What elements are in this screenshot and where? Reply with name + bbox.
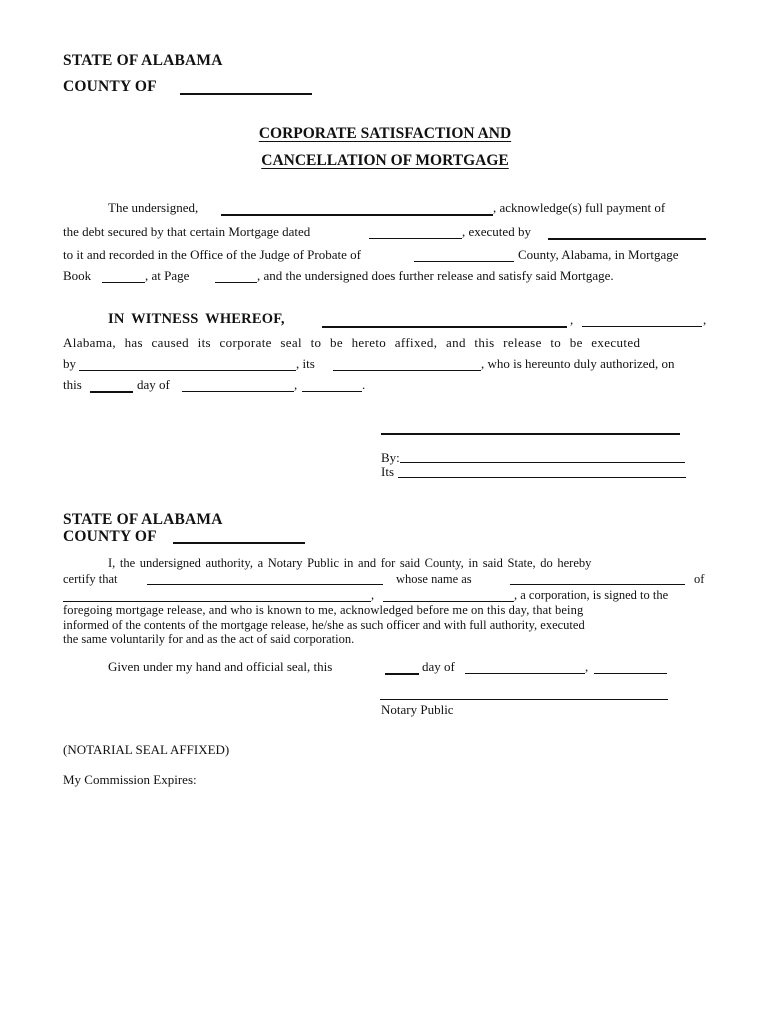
page-blank[interactable] <box>215 282 257 283</box>
by-label: by <box>63 356 76 371</box>
signature-its-blank[interactable] <box>398 477 686 478</box>
its-title-blank[interactable] <box>333 370 481 371</box>
signature-by-label: By: <box>381 450 400 465</box>
notary-public-label: Notary Public <box>381 702 454 717</box>
signature-line[interactable] <box>381 433 680 435</box>
corporation-county-blank[interactable] <box>383 601 514 602</box>
witness-year-blank[interactable] <box>302 391 362 392</box>
notary-line6: the same voluntarily for and as the act of said corporation. <box>63 632 355 646</box>
county-label: COUNTY OF <box>63 78 157 95</box>
authorized-text: , who is hereunto duly authorized, on <box>481 356 675 371</box>
certify-label: certify that <box>63 572 118 586</box>
notary-line1 <box>108 556 707 571</box>
whose-name-label: whose name as <box>396 572 472 586</box>
notary-county-blank[interactable] <box>173 542 305 544</box>
notary-line4: foregoing mortgage release, and who is known to me, acknowledged before me on this day, that being <box>63 603 584 617</box>
notary-month-blank[interactable] <box>465 673 585 674</box>
county-blank[interactable] <box>180 93 312 95</box>
witness-period: . <box>362 377 366 392</box>
witness-day-blank[interactable] <box>90 391 133 393</box>
of-label: of <box>694 572 705 586</box>
county-alabama-text: County, Alabama, in Mortgage <box>518 247 679 262</box>
officer-title-blank[interactable] <box>510 584 685 585</box>
witness-comma-2: , <box>703 312 707 327</box>
corporation-name-blank[interactable] <box>63 601 371 602</box>
probate-county-blank[interactable] <box>414 261 514 262</box>
corp-signed-text: , a corporation, is signed to the <box>514 588 669 602</box>
book-blank[interactable] <box>102 282 145 283</box>
notary-line5: informed of the contents of the mortgage release, he/she as such officer and with full authority, executed <box>63 618 585 632</box>
undersigned-label: The undersigned, <box>108 200 199 215</box>
this-label: this <box>63 377 82 392</box>
page-label: , at Page <box>145 268 190 283</box>
witness-date-sep: , <box>294 377 298 392</box>
witness-county-blank[interactable] <box>582 326 702 327</box>
witness-heading: IN WITNESS WHEREOF, <box>108 311 285 327</box>
county-heading <box>63 78 157 96</box>
its-label: , its <box>296 356 315 371</box>
witness-month-blank[interactable] <box>182 391 294 392</box>
signature-by-blank[interactable] <box>400 462 685 463</box>
notary-day-of-label: day of <box>422 659 455 674</box>
debt-secured-text: the debt secured by that certain Mortgage dated <box>63 224 311 239</box>
document-title-line1: CORPORATE SATISFACTION AND <box>258 125 512 142</box>
release-text: , and the undersigned does further release and satisfy said Mortgage. <box>257 268 614 283</box>
notary-county-heading: COUNTY OF <box>63 528 157 545</box>
notary-authority-text: I, the undersigned authority, a Notary Public in and for said County, in said State, do hereby <box>108 556 592 570</box>
mortgage-date-blank[interactable] <box>369 238 462 239</box>
witness-comma-1: , <box>570 312 574 327</box>
certify-name-blank[interactable] <box>147 584 383 585</box>
by-name-blank[interactable] <box>79 370 296 371</box>
given-under-text: Given under my hand and official seal, this <box>108 659 333 674</box>
document-title-line2: CANCELLATION OF MORTGAGE <box>261 152 509 169</box>
acknowledge-text: , acknowledge(s) full payment of <box>493 200 666 215</box>
notary-state-heading: STATE OF ALABAMA <box>63 511 223 528</box>
executed-by-text: , executed by <box>462 224 531 239</box>
recorded-text: to it and recorded in the Office of the Judge of Probate of <box>63 247 361 262</box>
witness-line2 <box>63 335 707 351</box>
notary-day-blank[interactable] <box>385 673 419 675</box>
signature-its-label: Its <box>381 464 394 479</box>
notary-comma: , <box>371 588 375 602</box>
notarial-seal-text: (NOTARIAL SEAL AFFIXED) <box>63 742 230 757</box>
commission-expires-label: My Commission Expires: <box>63 772 197 787</box>
notary-signature-line[interactable] <box>380 699 668 700</box>
notary-year-blank[interactable] <box>594 673 667 674</box>
notary-date-sep: , <box>585 659 589 674</box>
executed-by-blank[interactable] <box>548 238 706 240</box>
witness-corporation-blank[interactable] <box>322 326 567 328</box>
witness-seal-text: Alabama, has caused its corporate seal to be hereto affixed, and this release to be executed <box>63 335 641 350</box>
undersigned-name-blank[interactable] <box>221 214 493 216</box>
book-label: Book <box>63 268 92 283</box>
day-of-label: day of <box>137 377 170 392</box>
state-heading: STATE OF ALABAMA <box>63 52 223 69</box>
